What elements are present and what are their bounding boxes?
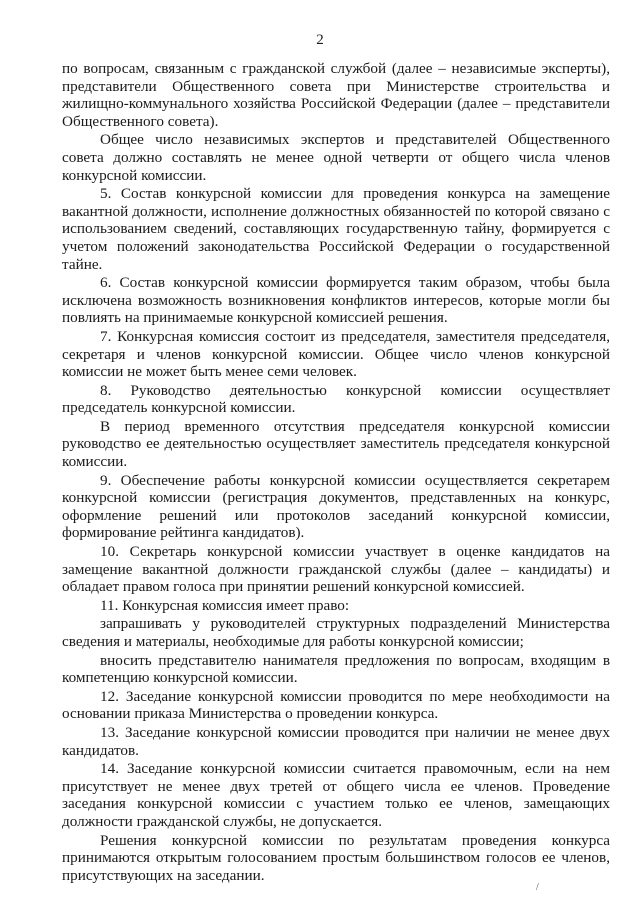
paragraph-experts-share: Общее число независимых экспертов и представителей Общественного совета должно составлять не менее одной четверти от общего числа членов конкурсной комиссии. bbox=[62, 131, 610, 184]
document-body bbox=[62, 60, 610, 884]
paragraph-continuation: по вопросам, связанным с гражданской службой (далее – независимые эксперты), представители Общественного совета при Министерстве строительства и жилищно-коммунального хозяйства Российской Федерации (далее – представители Общественного совета). bbox=[62, 60, 610, 130]
paragraph-item-7: 7. Конкурсная комиссия состоит из председателя, заместителя председателя, секретаря и членов конкурсной комиссии. Общее число членов конкурсной комиссии не может быть менее семи человек. bbox=[62, 327, 610, 381]
paragraph-item-10: 10. Секретарь конкурсной комиссии участвует в оценке кандидатов на замещение вакантной должности гражданской службы (далее – кандидаты) и обладает правом голоса при принятии решений конкурсной комиссией. bbox=[62, 543, 610, 596]
paragraph-item-11: 11. Конкурсная комиссия имеет право: bbox=[100, 596, 350, 614]
paragraph-item-6: 6. Состав конкурсной комиссии формируется таким образом, чтобы была исключена возможность возникновения конфликтов интересов, которые могли бы повлиять на принимаемые конкурсной комиссией решения. bbox=[62, 274, 610, 327]
page-number: 2 bbox=[316, 32, 324, 48]
paragraph-item-14: 14. Заседание конкурсной комиссии считается правомочным, если на нем присутствует не менее двух третей от общего числа ее членов. Проведение заседания конкурсной комиссии с участием только ее членов, замещающих должности гражданской службы, не допускается. bbox=[62, 760, 610, 830]
paragraph-right-propose: вносить представителю нанимателя предложения по вопросам, входящим в компетенцию конкурсной комиссии. bbox=[62, 651, 610, 687]
paragraph-item-9: 9. Обеспечение работы конкурсной комиссии осуществляется секретарем конкурсной комиссии (регистрация документов, представленных на конкурс, оформление решений или протоколов заседаний конкурсной комиссии, формирование рейтинга кандидатов). bbox=[62, 471, 610, 542]
paragraph-item-8: 8. Руководство деятельностью конкурсной комиссии осуществляет председатель конкурсной комиссии. bbox=[62, 381, 610, 417]
paragraph-item-5: 5. Состав конкурсной комиссии для проведения конкурса на замещение вакантной должности, исполнение должностных обязанностей по которой связано с использованием сведений, составляющих государственную тайну, формируется с учетом положений законодательства Российской Федерации о государственной тайне. bbox=[62, 185, 610, 273]
paragraph-decisions: Решения конкурсной комиссии по результатам проведения конкурса принимаются открытым голосованием простым большинством голосов ее членов, присутствующих на заседании. bbox=[62, 831, 610, 884]
paragraph-item-12: 12. Заседание конкурсной комиссии проводится по мере необходимости на основании приказа Министерства о проведении конкурса. bbox=[62, 687, 610, 723]
paragraph-item-13: 13. Заседание конкурсной комиссии проводится при наличии не менее двух кандидатов. bbox=[62, 723, 610, 759]
paragraph-right-request: запрашивать у руководителей структурных подразделений Министерства сведения и материалы, необходимые для работы конкурсной комиссии; bbox=[62, 615, 610, 650]
scan-mark-icon: / bbox=[536, 882, 539, 893]
paragraph-deputy-leadership: В период временного отсутствия председателя конкурсной комиссии руководство ее деятельностью осуществляет заместитель председателя конкурсной комиссии. bbox=[62, 417, 610, 471]
